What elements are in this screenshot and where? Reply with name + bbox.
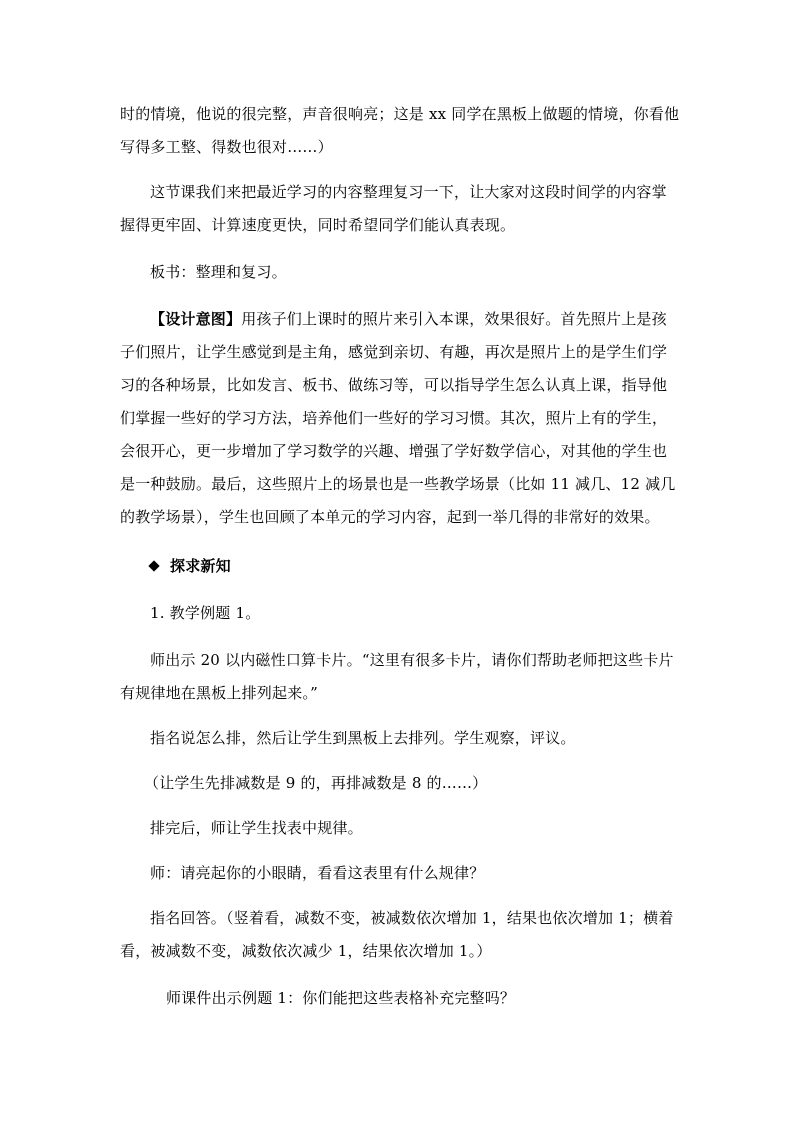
arrange-order-paragraph: （让学生先排减数是 9 的，再排减数是 8 的……）	[144, 774, 488, 792]
teacher-show-paragraph: 师出示 20 以内磁性口算卡片。“这里有很多卡片，请你们帮助老师把这些卡片有规律地在黑板上排列起来。”	[120, 651, 674, 702]
design-intent-label: 【设计意图】	[150, 310, 242, 328]
name-arrange-paragraph: 指名说怎么排，然后让学生到黑板上去排列。学生观察，评议。	[150, 729, 576, 747]
example-item: 1. 教学例题 1。	[150, 604, 261, 622]
section-heading	[120, 550, 680, 583]
diamond-bullet-icon	[148, 560, 159, 571]
name-answer-paragraph: 指名回答。（竖着看，减数不变，被减数依次增加 1，结果也依次增加 1；横着看，被减数不变，减数依次减少 1，结果依次增加 1。）	[120, 909, 674, 960]
design-intent-text: 用孩子们上课时的照片来引入本课，效果很好。首先照片上是孩子们照片，让学生感觉到是主角，感觉到亲切、有趣，再次是照片上的是学生们学习的各种场景，比如发言、板书、做练习等，可以指导学生怎么认真上课，指导他们掌握一些好的学习方法，培养他们一些好的学习习惯。其次，照片上有的学生，会很开心，更一步增加了学习数学的兴趣、增强了学好数学信心，对其他的学生也是一种鼓励。最后，这些照片上的场景也是一些教学场景（比如 11 减几、12 减几的教学场景），学生也回顾了本单元的学习内容，起到一举几得的非常好的效果。	[120, 310, 676, 526]
section-heading-text: 探求新知	[170, 557, 231, 575]
board-note: 板书：整理和复习。	[150, 263, 287, 281]
courseware-example-paragraph: 师课件出示例题 1：你们能把这些表格补充完整吗？	[166, 989, 516, 1007]
teacher-question-paragraph: 师：请亮起你的小眼睛，看看这表里有什么规律？	[150, 864, 485, 882]
paragraph-intro: 这节课我们来把最近学习的内容整理复习一下，让大家对这段时间学的内容掌握得更牢固、计算速度更快，同时希望同学们能认真表现。	[120, 183, 667, 234]
document-body	[120, 98, 680, 1015]
paragraph-continued: 时的情境，他说的很完整，声音很响亮；这是 xx 同学在黑板上做题的情境，你看他写得多工整、得数也很对……）	[120, 105, 680, 156]
design-intent-paragraph	[120, 303, 680, 534]
after-arrange-paragraph: 排完后，师让学生找表中规律。	[150, 819, 363, 837]
